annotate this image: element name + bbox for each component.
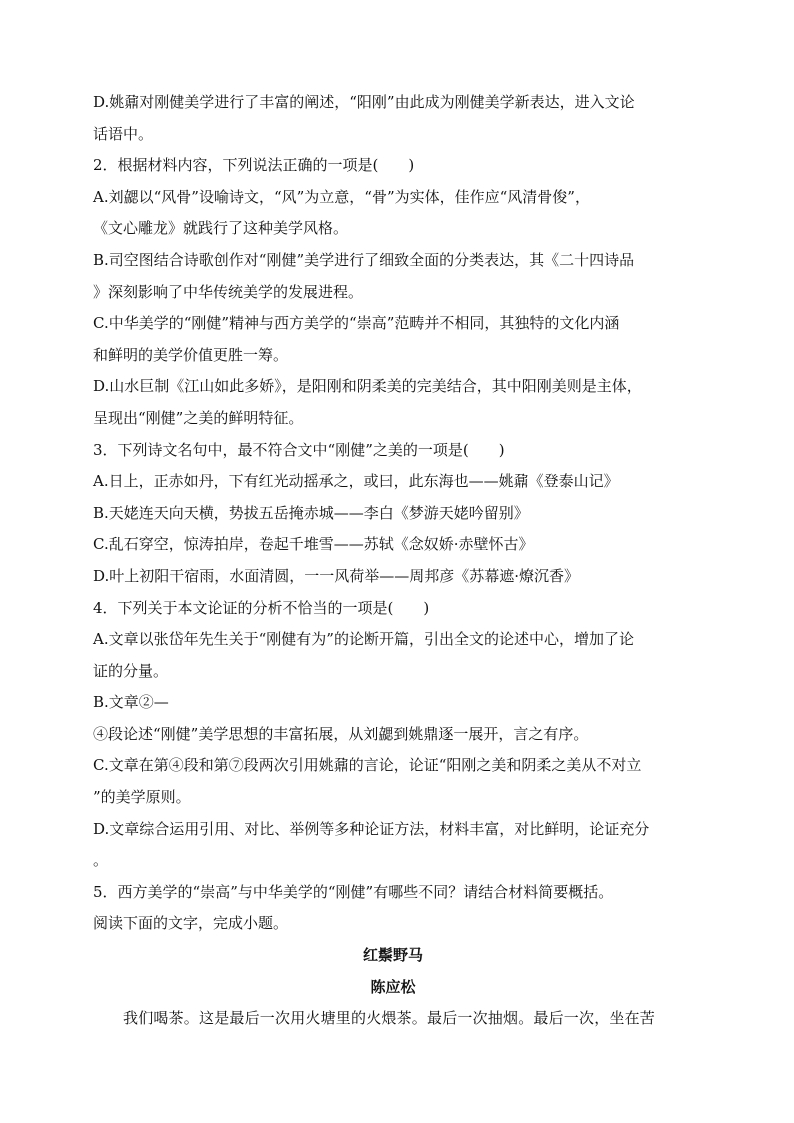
option-4c-line1: C.文章在第④段和第⑦段两次引用姚鼐的言论，论证“阳刚之美和阴柔之美从不对立 xyxy=(93,756,642,775)
option-2b-line1: B.司空图结合诗歌创作对“刚健”美学进行了细致全面的分类表达，其《二十四诗品 xyxy=(93,250,635,269)
option-2d-line1: D.山水巨制《江山如此多娇》，是阳刚和阴柔美的完美结合，其中阳刚美则是主体， xyxy=(93,377,642,396)
text-line: D.姚鼐对刚健美学进行了丰富的阐述，“阳刚”由此成为刚健美学新表达，进入文论 xyxy=(93,93,635,111)
option-3a: A.日上，正赤如丹，下有红光动摇承之，或曰，此东海也——姚鼐《登泰山记》 xyxy=(93,472,619,491)
option-2a-line2: 《文心雕龙》就践行了这种美学风格。 xyxy=(93,219,349,238)
option-2b-line2: 》深刻影响了中华传统美学的发展进程。 xyxy=(93,282,364,301)
option-3b: B.天姥连天向天横，势拔五岳掩赤城——李白《梦游天姥吟留别》 xyxy=(93,503,529,522)
reading-instruction: 阅读下面的文字，完成小题。 xyxy=(93,914,289,933)
story-author: 陈应松 xyxy=(370,977,416,996)
option-4d-line1: D.文章综合运用引用、对比、举例等多种论证方法，材料丰富，对比鲜明，论证充分 xyxy=(93,819,650,838)
option-4a-line1: A.文章以张岱年先生关于“刚健有为”的论断开篇，引出全文的论述中心，增加了论 xyxy=(93,630,634,649)
story-first-line: 我们喝茶。这是最后一次用火塘里的火煨茶。最后一次抽烟。最后一次，坐在苦 xyxy=(123,1009,656,1028)
option-2a-line1: A.刘勰以“风骨”设喻诗文，“风”为立意，“骨”为实体，佳作应“风清骨俊”， xyxy=(93,187,590,206)
option-2c-line2: 和鲜明的美学价值更胜一筹。 xyxy=(93,345,289,364)
option-2d-line2: 呈现出“刚健”之美的鲜明特征。 xyxy=(93,408,304,427)
question-2-stem: 2．根据材料内容，下列说法正确的一项是( ) xyxy=(93,156,415,175)
story-title: 红鬃野马 xyxy=(362,946,423,965)
option-4c-line2: ”的美学原则。 xyxy=(93,788,191,807)
document-body xyxy=(93,87,693,1035)
option-4d-line2: 。 xyxy=(93,851,109,870)
option-4a-line2: 证的分量。 xyxy=(93,661,169,680)
option-3d: D.叶上初阳干宿雨，水面清圆，一一风荷举——周邦彦《苏幕遮·燎沉香》 xyxy=(93,566,580,585)
option-3c: C.乱石穿空，惊涛拍岸，卷起千堆雪——苏轼《念奴娇·赤壁怀古》 xyxy=(93,535,534,554)
option-4b-line1: B.文章②— xyxy=(93,693,169,712)
question-4-stem: 4．下列关于本文论证的分析不恰当的一项是( ) xyxy=(93,598,430,617)
question-3-stem: 3．下列诗文名句中，最不符合文中“刚健”之美的一项是( ) xyxy=(93,440,505,459)
text-line: 话语中。 xyxy=(93,124,154,143)
question-5-stem: 5．西方美学的“崇高”与中华美学的“刚健”有哪些不同？请结合材料简要概括。 xyxy=(93,882,614,901)
option-4b-line2: ④段论述“刚健”美学思想的丰富拓展，从刘勰到姚鼎逐一展开，言之有序。 xyxy=(93,724,589,743)
option-2c-line1: C.中华美学的“刚健”精神与西方美学的“崇高”范畴并不相同，其独特的文化内涵 xyxy=(93,314,620,333)
